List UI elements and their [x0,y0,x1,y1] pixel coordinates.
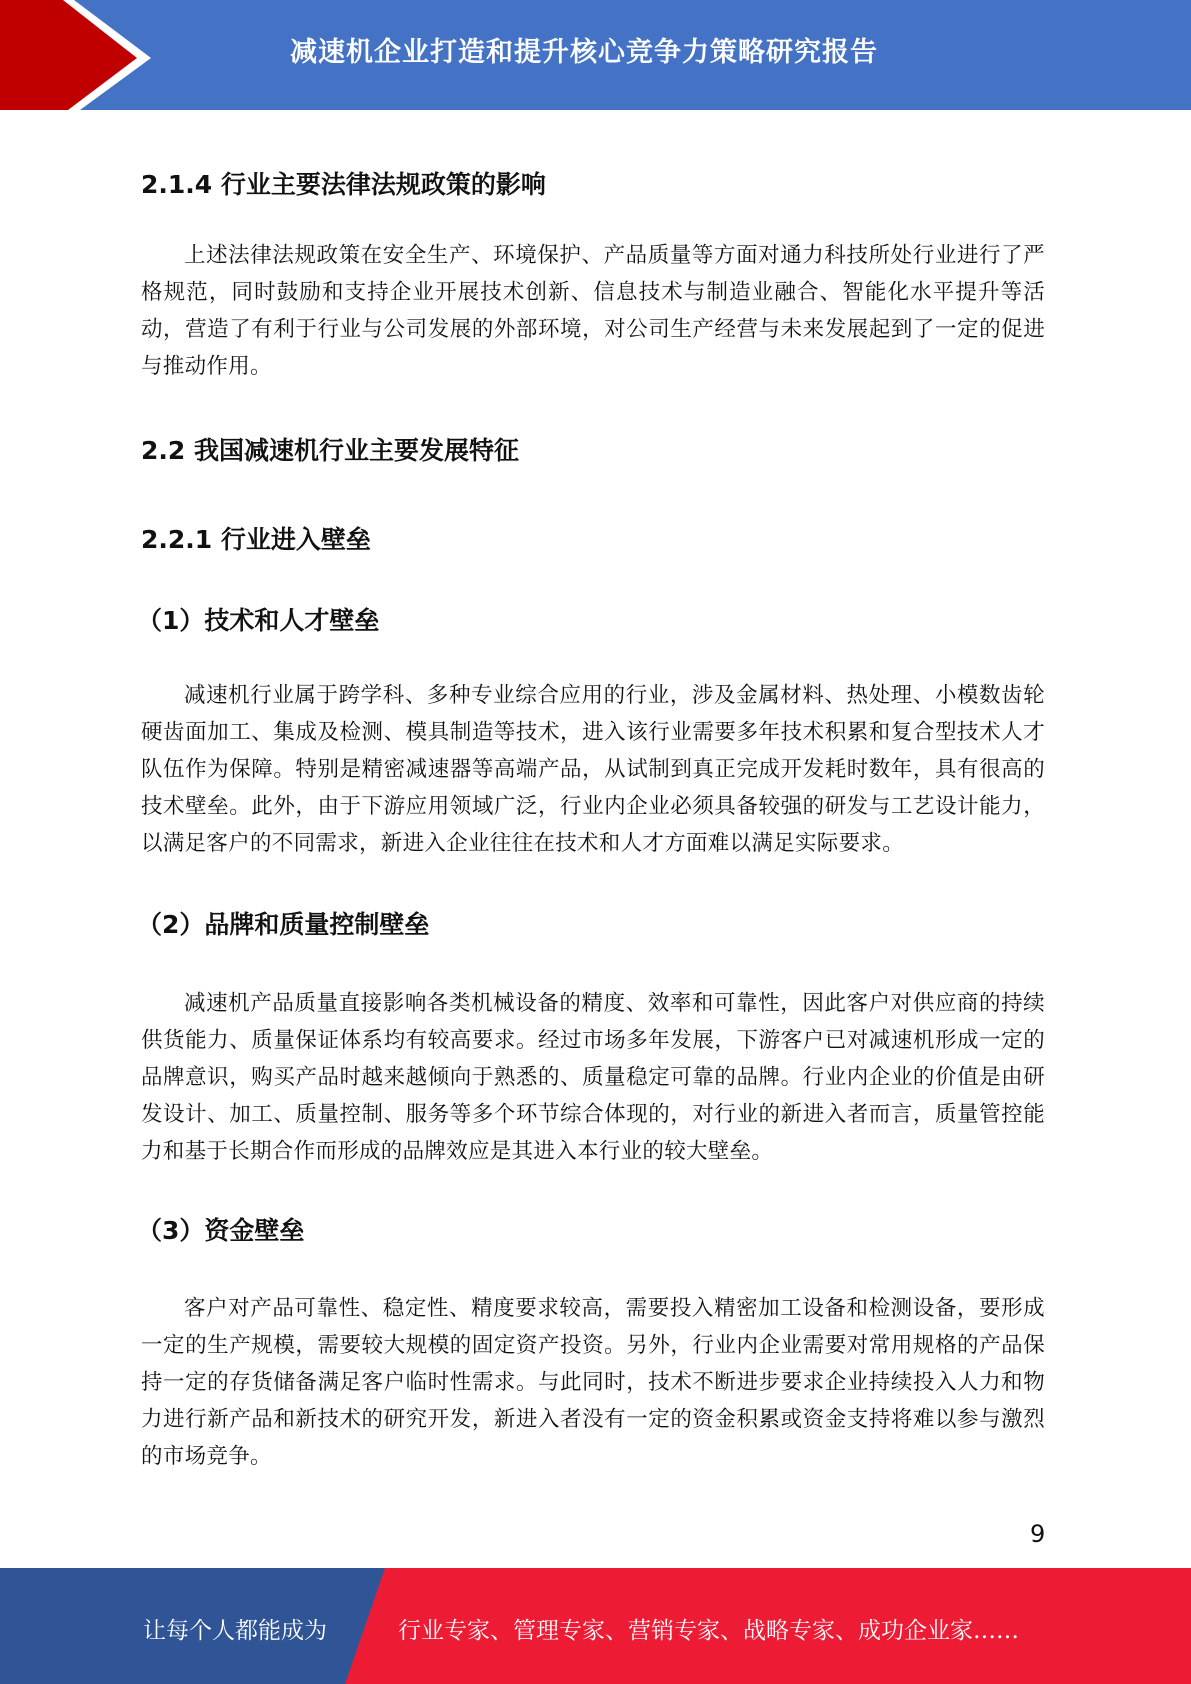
paragraph: 减速机产品质量直接影响各类机械设备的精度、效率和可靠性，因此客户对供应商的持续供货能力、质量保证体系均有较高要求。经过市场多年发展，下游客户已对减速机形成一定的品牌意识，购买产品时越来越倾向于熟悉的、质量稳定可靠的品牌。行业内企业的价值是由研发设计、加工、质量控制、服务等多个环节综合体现的，对行业的新进入者而言，质量管控能力和基于长期合作而形成的品牌效应是其进入本行业的较大壁垒。 [141,991,1045,1164]
paragraph: 上述法律法规政策在安全生产、环境保护、产品质量等方面对通力科技所处行业进行了严格规范，同时鼓励和支持企业开展技术创新、信息技术与制造业融合、智能化水平提升等活动，营造了有利于行业与公司发展的外部环境，对公司生产经营与未来发展起到了一定的促进与推动作用。 [141,243,1045,379]
section-heading: 2.2 我国减速机行业主要发展特征 [141,436,519,465]
subsection-heading: （1）技术和人才壁垒 [137,606,380,635]
page-header [0,0,1191,110]
subsection-heading: （3）资金壁垒 [137,1216,305,1245]
page-number: 9 [1030,1520,1046,1548]
footer-slogan-left: 让每个人都能成为 [143,1618,327,1644]
paragraph: 客户对产品可靠性、稳定性、精度要求较高，需要投入精密加工设备和检测设备，要形成一定的生产规模，需要较大规模的固定资产投资。另外，行业内企业需要对常用规格的产品保持一定的存货储备满足客户临时性需求。与此同时，技术不断进步要求企业持续投入人力和物力进行新产品和新技术的研究开发，新进入者没有一定的资金积累或资金支持将难以参与激烈的市场竞争。 [141,1296,1045,1469]
page-footer [0,1568,1191,1684]
subsection-heading: （2）品牌和质量控制壁垒 [137,910,430,939]
chevron-decoration [0,0,200,110]
paragraph: 减速机行业属于跨学科、多种专业综合应用的行业，涉及金属材料、热处理、小模数齿轮硬齿面加工、集成及检测、模具制造等技术，进入该行业需要多年技术积累和复合型技术人才队伍作为保障。特别是精密减速器等高端产品，从试制到真正完成开发耗时数年，具有很高的技术壁垒。此外，由于下游应用领域广泛，行业内企业必须具备较强的研发与工艺设计能力，以满足客户的不同需求，新进入企业往往在技术和人才方面难以满足实际要求。 [141,683,1045,856]
footer-slogan-right: 行业专家、管理专家、营销专家、战略专家、成功企业家…… [398,1618,1019,1644]
section-heading: 2.2.1 行业进入壁垒 [141,525,371,554]
section-heading: 2.1.4 行业主要法律法规政策的影响 [141,170,546,199]
report-title: 减速机企业打造和提升核心竞争力策略研究报告 [290,37,878,68]
